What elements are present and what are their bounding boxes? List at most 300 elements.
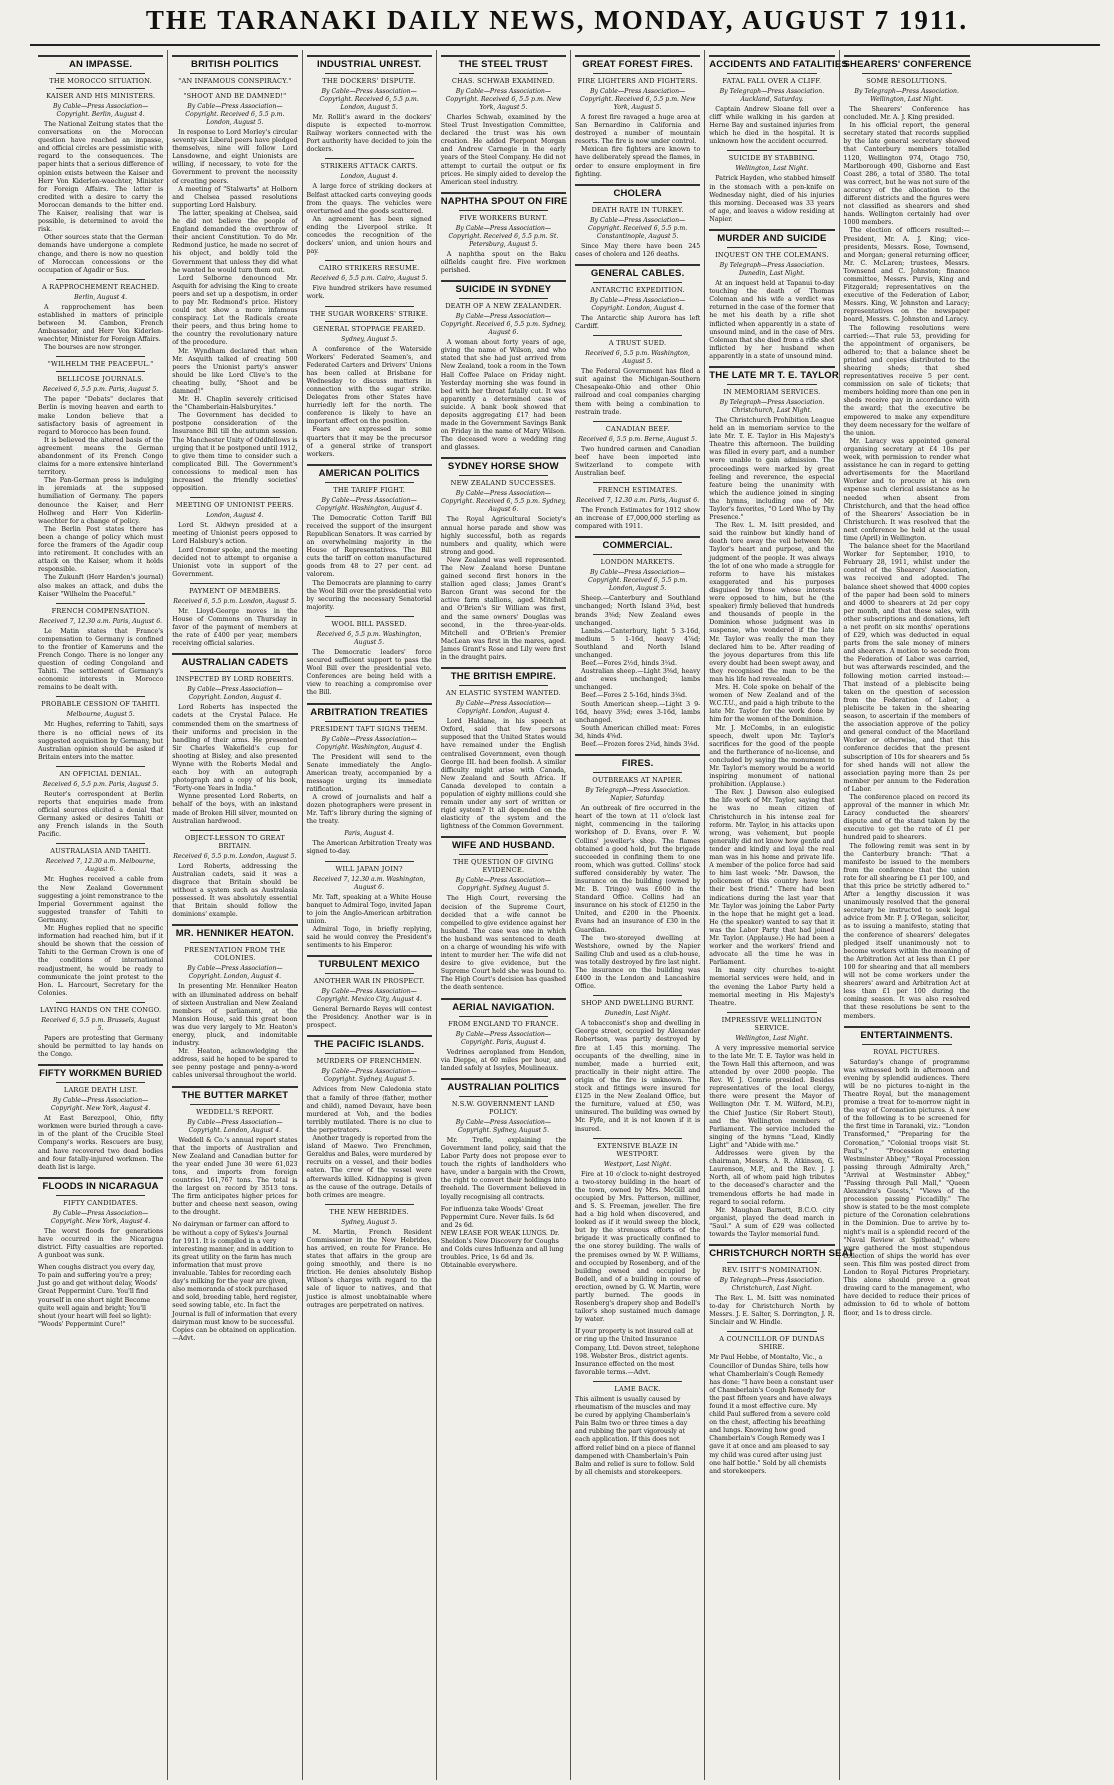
article xyxy=(307,260,432,301)
article xyxy=(575,536,700,749)
paragraph: Lord Haldane, in his speech at Oxford, said that few persons supposed that the United States would have remained under the English centralised Government, even though George III. had been foolish. A similar difficulty might arise with Canada, New Zealand and South Africa. If Canada developed to contain a population of eighty millions could she remain under any sort of written or rigid system? It all depended on the elasticity of the system and the lightness of the Common Government. xyxy=(440,718,566,831)
paragraph: South American sheep.—Light 3 9-16d, heavy 3⅜d; ewes 3-16d, lambs unchanged. xyxy=(575,700,701,724)
article xyxy=(575,754,700,991)
paragraph: The following remit was sent in by the Canterbury branch: "That a manifesto be issued to the members from the conference that the union rate for all shearing be £1 per 100, and that this price be strictly adhered to." After a lengthy discussion it was unanimously resolved that the general secretary be instructed to seek legal advice from Mr. P. J. O'Regan, solicitor, as to issuing a manifesto, stating that the conference of shearers' delegates pledged itself unanimously not to become workers within the meaning of the Arbitration Act at less than £1 per 100 for shearing and that all members will not be come workers under the shearers' award and Arbitration Act at less than £1 per 100 during the coming season. It was also resolved that these resolutions be sent to the members. xyxy=(843,842,970,1020)
article xyxy=(441,55,566,187)
article xyxy=(172,583,297,648)
paragraph: In his official report, the general secretary stated that records supplied by the late general secretary showed that Canterbury members totalled 1120, Wellington 974, Otago 750, Marlborough 490, Gisborne and East Coast 286, a total of 3580. The total was correct, but he was not sure of the accuracy of the allocation to the different districts and the figures were not classified as shearers and shed hands. Wellington certainly had over 1000 members. xyxy=(843,122,970,227)
article-heading: COMMERCIAL. xyxy=(602,540,673,552)
article-heading: MURDER AND SUICIDE xyxy=(717,233,827,245)
paragraph: Fire at 10 o'clock to-night destroyed a two-storey building in the heart of the town, owned by Mrs. McGill and occupied by Mrs. Patterson, milliner, and S. S. Freeman, jeweller. The fire had a big hold when discovered, and looked as if it would sweep the block, but by the strenuous efforts of the brigade it was practically confined to the one storey building. The walls of the premises owned by W. P. Williams, and occupied by Rosenberg, and of the building owned and occupied by Bodell, and of a building in course of erection, owned by G. W. Martin, were partly burned. The goods in Rosenberg's drapery shop and Bodell's tailor's shop sustained much damage by water. xyxy=(575,1170,701,1324)
paragraph: The Democrats are planning to carry the Wool Bill over the presidential veto by securing the necessary Senatorial majority. xyxy=(306,579,432,611)
paragraph: Mr. Laracy was appointed general organising secretary at £4 10s per week, with permission to render what assistance he can in regard to getting advertisements for the Maoriland Worker and to procure at his own expense such clerical assistance as he needed when absent from Christchurch, and that the head office of the Shearers' Association be in Christchurch. It was resolved that the next conference be held at the usual time (April) in Wellington. xyxy=(843,437,970,542)
subhead-rule xyxy=(459,685,548,686)
paragraph: Lord St. Aldwyn presided at a meeting of Unionist peers opposed to Lord Halsbury's action. xyxy=(172,522,298,546)
article xyxy=(709,366,839,1008)
paragraph: Vedrines aeroplaned from Hendon, via Dieppe, at 60 miles per hour, and landed safely at Issyles, Moulineaux. xyxy=(440,1048,566,1072)
paragraph: Patrick Hayden, who stabbed himself in the stomach with a pen-knife on Wednesday night, died of his injuries this morning. Deceased was 33 years of age, and leaves a widow residing at Napier. xyxy=(709,175,835,223)
subhead-rule xyxy=(727,150,816,151)
article-subheading: CANADIAN BEEF. xyxy=(605,424,670,433)
article-subheading: INSPECTED BY LORD ROBERTS. xyxy=(175,675,294,684)
paragraph: An agreement has been signed ending the Liverpool strike. It concedes the recognition of the dockers' union, and union hours and pay. xyxy=(306,215,432,256)
dateline: By Cable—Press Association—Copyright. London, August 4. xyxy=(187,1118,283,1134)
dateline: By Telegraph—Press Association. Christchurch, Last Night. xyxy=(719,1277,825,1293)
subhead-rule xyxy=(325,1053,414,1054)
paragraph: Le Matin states that France's compensation to Germany is confined to the frontier of Kameruns and the French Congo. There is no longer any question of ceding Congoland and Tahiti. The settlement of Germany's economic interests in Morocco remains to be dealt with. xyxy=(38,627,164,692)
article-subheading: FROM ENGLAND TO FRANCE. xyxy=(448,1019,559,1028)
paragraph: The Shearers' Conference has concluded. Mr. A. J. King presided. xyxy=(843,106,970,122)
paragraph: A crowd of journalists and half a dozen photographers were present in Mr. Taft's library during the signing of the treaty. xyxy=(306,793,432,826)
paragraph: The American Arbitration Treaty was signed to-day. xyxy=(306,840,432,856)
dateline: Dunedin, Last Night. xyxy=(604,1010,671,1018)
subhead-rule xyxy=(727,384,816,385)
paragraph: A meeting of "Stalwarts" at Holborn and Chelsea passed resolutions supporting Lord Halsbury. xyxy=(172,185,298,209)
subhead-rule xyxy=(190,73,279,74)
paragraph: The President will send to the Senate immediately the Anglo-American treaty, accompanied by a message urging its immediate ratification. xyxy=(306,753,432,793)
dateline: By Cable—Press Association—Copyright. Received 6, 5.5 p.m. Constantinople, August 5. xyxy=(588,216,688,240)
paragraph: Weddell & Co.'s annual report states that the imports of Australian and New Zealand and Canadian butter for the year ended June 30 were 61,023 tons, and imports from foreign countries 161,767 tons. The total is the largest on record by 3513 tons. The firm anticipates higher prices for butter and cheese next season, owing to the drought. xyxy=(172,1136,298,1217)
article-subheading: OUTBREAKS AT NAPIER. xyxy=(592,776,683,785)
subhead-rule xyxy=(727,1262,816,1263)
paragraph: Other sources state that the German demands have undergone a complete change, and there is now no question of Moroccan concessions or the occupation of Agadir or Sus. xyxy=(38,234,164,274)
paragraph: Mr. Taft, speaking at a White House banquet to Admiral Togo, invited Japan to join the Anglo-American arbitration union. xyxy=(306,893,432,925)
article-heading: ENTERTAINMENTS. xyxy=(860,1029,953,1041)
paragraph: Mr. Hughes, referring to Tahiti, says there is no official news of its suggested acquisition by Germany, but Australian opinion should be asked if Britain enters into the matter. xyxy=(38,721,164,761)
paragraph: Five hundred strikers have resumed work. xyxy=(306,285,432,301)
paragraph: Mr. Trefle, explaining the Government land policy, said that the Labor Party does not propose ever to touch the rights of landholders who have, under a bargain with the Crown, the right to convert their holdings into freehold. The Government believed in loyally recognising all contracts. xyxy=(440,1136,566,1201)
subhead-rule xyxy=(325,306,414,307)
paragraph: The Rev. J. Dawson also eulogised the life work of Mr. Taylor, saying that he was no mean citizen of Christchurch in his intense zeal for reform. Mr. Taylor, in his attacks upon wrong, was vehement, but people generally did not know how gentle and tender and kindly and loyal the real man was in his home and private life. A member of the police force had said to him last week: "Mr. Dawson, the policemen of this country have lost their best friend." There had been indications during the last year that Mr. Taylor was joining the Labor Party in the hope that he might get a lead. He (the speaker) wanted to say that it was the Labor Party that had joined Mr. Taylor. (Applause.) He had been a worker and the workers' friend and advocate all the time he was in Parliament. xyxy=(709,789,835,967)
dateline: London, August 4. xyxy=(206,512,264,520)
dateline: By Cable—Press Association—Copyright. Received 6, 5.5 p.m. London, August 5. xyxy=(588,569,688,593)
heading-rule xyxy=(38,55,163,57)
subhead-rule xyxy=(56,766,145,767)
dateline: By Cable—Press Association—Copyright. London, August 4. xyxy=(589,296,686,312)
paragraph: The election of officers resulted:—President, Mr. A. J. King; vice-presidents, Messrs. Rose, Townsend, and Morgan; general returning officer, Mr. C. McLaren; trustees, Messrs. Townsend and C. Johnston; finance committee, Messrs. Purvis, King and Fitzgerald; representatives on the executive of the Federation of Labor, Messrs. King, W. Johnston and Laracy; representatives on the newspaper board, Messrs. C. Johnston and Laracy. xyxy=(843,227,970,324)
article xyxy=(307,1204,432,1310)
subhead-rule xyxy=(56,356,145,357)
paragraph: A conference of the Waterside Workers' Federated Seamen's, and Federated Carters and Drivers' Unions has been called at Brisbane for Wednesday to discuss matters in connection with the sugar strike. Delegates from other States have hurriedly left for the north. The conference is likely to have an important effect on the position. xyxy=(306,345,432,426)
paragraph: Mr. Hughes replied that no specific information had reached him, but if it should be shown that the cession of Tahiti to the German Crown is one of the conditions of international readjustment, he would be ready to communicate the joint protest to the Hon. L. Harcourt, Secretary for the Colonies. xyxy=(38,925,164,997)
paragraph: The Rev. L. M. Isitt presided, and said the rainbow but kindly hand of death tore away the veil between Mr. Taylor's heart and purpose, and the judgment of the people. It was always the lot of one who made a struggle for reform to have his mistakes exaggerated and his purposes disguised by those whose interests were opposed to him, but he (the speaker) firmly believed that hundreds and thousands of people in the Dominion whose judgment was in suspense, who wondered if the late Mr. Taylor was really the man they declared him to be. After reading of the joyous departures from this life every doubt had been swept away, and they recognised the man to be the man his life had revealed. xyxy=(709,522,835,683)
advertisement xyxy=(38,1264,163,1329)
paragraph: Wynne presented Lord Roberts, on behalf of the boys, with an inkstand made of Broken Hill silver, mounted on Australian hardwood. xyxy=(172,793,298,825)
article-heading: THE LATE MR T. E. TAYLOR xyxy=(709,369,839,381)
article xyxy=(709,1244,855,1327)
paragraph: A woman about forty years of age, giving the name of Wilson, and who stated that she had just arrived from New Zealand, took a room in the Town Hall Coffee Palace on Friday night. Yesterday morning she was found in bed with her throat fatally cut. It was apparently a determined case of suicide. A bank book showed that deposits aggregating £17 had been made in the Government Savings Bank on Friday in the name of Mary Wilson. The deceased wore a wedding ring and glasses. xyxy=(440,339,566,452)
article-subheading: AN OFFICIAL DENIAL. xyxy=(59,769,142,778)
masthead xyxy=(0,0,1114,44)
news-column xyxy=(168,50,302,1780)
article-subheading: FIFTY CANDIDATES. xyxy=(63,1198,138,1207)
article-subheading: KAISER AND HIS MINISTERS. xyxy=(46,92,156,100)
article-heading: SHEARERS' CONFERENCE xyxy=(843,59,972,70)
article xyxy=(709,229,834,361)
article-subheading: ANTARCTIC EXPEDITION. xyxy=(590,285,685,294)
article xyxy=(307,861,432,951)
heading-rule xyxy=(441,280,566,282)
paragraph: Lord Roberts, addressing the Australian cadets, said it was a disgrace that Britain should be without a system such as Australasia possessed. It was absolutely essential that Britain should follow the dominions' example. xyxy=(172,862,298,919)
paragraph: The Christchurch Prohibition League held an in memoriam service to the late Mr. T. E. Taylor in His Majesty's Theatre this afternoon. The building was filled in every part, and a number were unable to gain admission. The proceedings were marked by great feeling and reverence, the especial feature being the unanimity with which the audience joined in singing the hymns, including one of Mr. Taylor's favorites, "O Lord Who by Thy Presence." xyxy=(709,416,835,522)
news-column xyxy=(303,50,437,1780)
article-subheading: DEATH OF A NEW ZEALANDER. xyxy=(445,302,562,311)
subhead-rule xyxy=(190,830,279,831)
dateline: By Cable—Press Association—Copyright. Received 6, 5.5 p.m. St. Petersburg, August 5. xyxy=(448,224,559,248)
dateline: Received 6, 5.5 p.m. Paris, August 5. xyxy=(42,780,159,788)
article-subheading: ANOTHER WAR IN PROSPECT. xyxy=(313,977,425,986)
subhead-rule xyxy=(593,1381,682,1382)
subhead-rule xyxy=(325,1204,414,1205)
paragraph: The worst floods for generations have occurred in the Nicaragua district. Fifty casualties are reported. A gunboat was sunk. xyxy=(38,1227,164,1260)
paragraph: The bourses are now stronger. xyxy=(44,344,142,352)
dateline: By Cable—Press Association—Copyright. Washington, August 4. xyxy=(316,735,423,751)
article-subheading: DEATH RATE IN TURKEY. xyxy=(591,205,684,214)
heading-rule xyxy=(575,536,700,538)
article xyxy=(575,55,700,179)
subhead-rule xyxy=(593,282,682,283)
advertisement xyxy=(709,1331,834,1475)
article-subheading: THE DOCKERS' DISPUTE. xyxy=(322,77,416,85)
article xyxy=(844,1026,970,1318)
article xyxy=(844,55,970,1021)
paragraph: When coughs distract you every day, To pain and suffering you're a prey; Just go and get without delay, Woods' Great Peppermint Cure. You'll find yourself in one short night Become quite well again and bright; You'll shout (your heart will feel so light): "Woods' Peppermint Cure!" xyxy=(38,1264,158,1328)
paragraph: Since May there have been 245 cases of cholera and 126 deaths. xyxy=(575,242,701,258)
article-subheading: THE SUGAR WORKERS' STRIKE. xyxy=(310,309,429,318)
article-subheading: THE TARIFF FIGHT. xyxy=(333,485,406,494)
subhead-rule xyxy=(325,321,414,322)
dateline: By Cable—Press Association—Copyright. Received 6, 5.5 p.m. New York, August 5. xyxy=(579,88,696,111)
article-subheading: CAIRO STRIKERS RESUME. xyxy=(318,264,420,273)
heading-rule xyxy=(441,55,566,57)
dateline: By Cable—Press Association—Copyright. Mexico City, August 4. xyxy=(316,988,422,1004)
paragraph: The latter, speaking at Chelsea, said he did not believe the people of England demanded the overthrow of their ancient Constitution. To do Mr. Redmond justice, he made no secret of his object, and boldly told the Government that unless they did what he wanted he would turn them out. xyxy=(172,209,298,274)
paragraph: The French Estimates for 1912 show an increase of £7,000,000 sterling as compared with 1911. xyxy=(575,507,701,531)
subhead-rule xyxy=(459,854,548,855)
paragraph: Mr. Lloyd-George moves in the House of Commons on Thursday in favor of the payment of members at the rate of £400 per year, members receiving official salaries. xyxy=(172,607,298,648)
article xyxy=(709,55,848,146)
paragraph: Advices from New Caledonia state that a family of three (father, mother and child), named Devaux, have been murdered at Voh, and the bodies terribly mutilated. There is no clue to the perpetrators. xyxy=(306,1086,432,1134)
article xyxy=(575,995,700,1133)
heading-rule xyxy=(441,836,566,838)
dateline: By Cable—Press Association—Copyright. Received 6, 5.5 p.m. Sydney, August 6. xyxy=(440,313,566,337)
article-heading: AERIAL NAVIGATION. xyxy=(452,1001,555,1013)
article-subheading: "WILHELM THE PEACEFUL." xyxy=(47,360,154,369)
dateline: Wellington, Last Night. xyxy=(735,165,809,173)
subhead-rule xyxy=(727,73,816,74)
article xyxy=(441,280,566,452)
subhead-rule xyxy=(325,482,414,483)
article-subheading: AN ELASTIC SYSTEM WANTED. xyxy=(445,689,561,698)
subhead-rule xyxy=(459,1016,548,1017)
subhead-rule xyxy=(862,73,952,74)
heading-rule xyxy=(575,55,700,57)
news-column xyxy=(705,50,855,1780)
article-subheading: SHOP AND DWELLING BURNT. xyxy=(581,999,695,1008)
article-heading: THE STEEL TRUST xyxy=(458,59,549,70)
subhead-rule xyxy=(56,603,145,604)
subhead-rule xyxy=(325,861,414,862)
article xyxy=(38,356,163,598)
article xyxy=(38,55,163,275)
subhead-rule xyxy=(190,942,279,943)
article-subheading: FIVE WORKERS BURNT. xyxy=(459,213,548,222)
paragraph: New Zealand was well represented. The New Zealand horse Duntane gained second first honors in the stallion aged class; James Grant's Barcon Grant was second for the active farm stallions, aged. Mitchell and O'Brien's Sir William was first, and the same owners' Douglas was second, in the three-year-olds. Mitchell and O'Brien's Premier MacLean was first in the mares, aged. James Grant's Rose and Lily were first in the draught pairs. xyxy=(440,556,566,662)
paragraph: This ailment is usually caused by rheumatism of the muscles and may be cured by applying Chamberlain's Pain Balm two or three times a day and rubbing the part vigorously at each application. If this does not afford relief bind on a piece of flannel dampened with Chamberlain's Pain Balm and relief is sure to follow. Sold by all chemists and storekeepers. xyxy=(575,1395,696,1476)
paragraph: The Democratic leaders' force secured sufficient support to pass the Wool Bill over the presidential veto. Conferences are being held with a view to reaching a compromise over the Bill. xyxy=(306,648,432,697)
article-subheading: IMPRESSIVE WELLINGTON SERVICE. xyxy=(721,1015,823,1032)
dateline: By Cable—Press Association—Copyright. Received 6, 5.5 p.m. Sydney, August 6. xyxy=(440,490,566,514)
dateline: Sydney, August 5. xyxy=(341,335,398,343)
article-subheading: MURDERS OF FRENCHMEN. xyxy=(316,1057,422,1066)
heading-rule xyxy=(709,366,834,368)
article xyxy=(575,1138,700,1325)
article-subheading: LAYING HANDS ON THE CONGO. xyxy=(39,1005,162,1014)
dateline: By Telegraph—Press Association. Napier, Saturday. xyxy=(585,787,690,803)
heading-rule xyxy=(172,924,297,926)
article xyxy=(307,955,432,1030)
dateline: By Cable—Press Association—Copyright. Berlin, August 4. xyxy=(52,103,149,118)
paragraph: Australian sheep.—Light 3⅝d, heavy and ewes unchanged; lambs unchanged. xyxy=(575,668,701,692)
news-column xyxy=(571,50,705,1780)
heading-rule xyxy=(172,1086,297,1088)
subhead-rule xyxy=(593,772,682,773)
dateline: Received 6, 5.5 p.m. Cairo, August 5. xyxy=(310,275,428,283)
article xyxy=(307,306,432,459)
article-heading: SYDNEY HORSE SHOW xyxy=(447,461,559,473)
columns xyxy=(34,50,1108,1780)
paragraph: A tobacconist's shop and dwelling in George street, occupied by Alexander Robertson, was partly destroyed by fire at 1.45 this morning. The occupants of the dwelling, nine in number, made a hurried exit, practically in their night attire. The origin of the fire is unknown. The stock and fittings were insured for £125 in the New Zealand Office, but the furniture, valued at £50, was uninsured. The building was owned by Mr. Fyfe, and it is not known if it is insured. xyxy=(575,1020,701,1133)
dateline: By Cable—Press Association—Copyright. Paris, August 4. xyxy=(455,1030,552,1046)
paragraph: Admiral Togo, in briefly replying, said he would convey the President's sentiments to his Emperor. xyxy=(306,925,432,950)
article-heading: FLOODS IN NICARAGUA xyxy=(42,1180,159,1192)
dateline: Received 6, 5.5 p.m. Washington, August 5. xyxy=(316,630,422,646)
paragraph: In many city churches to-night memorial services were held, and in the evening the Labor Party held a memorial meeting in His Majesty's Theatre. xyxy=(709,967,835,1007)
paragraph: Saturday's change of programme was witnessed both in afternoon and evening by splendid audiences. There will be no pictures to-night in the Theatre Royal, but the management promise a treat for to-morrow night in the way of Coronation pictures. A new of the following is to be screened for the first time in Taranaki, viz.: "London Transformed," "Preparing for the Coronation," "Colonial troops visit St. Paul's," "Procession entering Westminster Abbey," "Royal Procession passing through Admiralty Arch," "Arrival at Westminster Abbey," "Passing through Pall Mall," "Queen Alexandra's Guests," "Views of the procession passing Piccadilly." The show is stated to be the most complete picture of the Coronation celebrations in the Dominion. Due to arrive by to-night's mail is a splendid record of the "Naval Review at Spithead," where were gathered the most stupendous collection of ships the world has ever seen. This film was posted direct from London to Royal Pictures Proprietary. This alone should prove a great drawing card to the management, who have decided to reduce their prices of admission to 6d to whole of bottom floor, and 1s to dress circle. xyxy=(843,1058,970,1317)
article-heading: FIRES. xyxy=(621,758,654,770)
article xyxy=(307,55,432,154)
subhead-rule xyxy=(593,1138,682,1139)
paragraph: Lord Cromer spoke, and the meeting decided not to attempt to organise a Unionist vote in support of the Government. xyxy=(172,546,298,578)
paragraph: The Government has decided to postpone consideration of the Insurance Bill till the autumn session. The Manchester Unity of Oddfellows is urging that it be postponed until 1912, to give them time to consider such a complicated Bill. The Government's concessions to medical men has increased the friendly societies' opposition. xyxy=(172,412,298,493)
paragraph: The National Zeitung states that the conversations on the Moroccan question have reached an impasse, and official circles are pessimistic with regard to the consequences. The paper hints that a serious difference of opinion exists between the Kaiser and Herr Von Kiderlen-waechter, Minister for Foreign Affairs. The latter is credited with a desire to carry the Moroccan demands to the bitter end. The Kaiser, realising that war is possible, is determined to avoid the risk. xyxy=(38,121,164,234)
heading-rule xyxy=(307,464,432,466)
article xyxy=(307,464,432,612)
dateline: By Cable—Press Association—Copyright. Sydney, August 5. xyxy=(455,1118,552,1134)
paragraph: No dairyman or farmer can afford to be without a copy of Sykes's Journal for 1911. It is compiled in a very interesting manner, and in addition to its great utility on the farm has much information that must prove invaluable. Tables for recording each day's milking for the year are given, also memoranda of stock purchased and sold, breeding table, herd register, seed sowing table, etc. In fact the Journal is full of information that every dairyman must know to be successful. Copies can be obtained on application.—Advt. xyxy=(172,1221,298,1342)
paragraph: The Rev. L. M. Isitt was nominated to-day for Christchurch North by Messrs. J. E. Salter, S. Dorrington, J. R. Sinclair and W. Hindle. xyxy=(709,1295,835,1327)
paragraph: A rapprochement has been established in matters of principle between M. Cambon, French Ambassador, and Herr Von Kiderlen-waechter, Minister for Foreign Affairs. xyxy=(38,303,164,344)
dateline: Received 7, 12.30 a.m. Paris, August 6. xyxy=(39,617,163,625)
heading-rule xyxy=(172,55,297,57)
article-subheading: PAYMENT OF MEMBERS. xyxy=(189,586,281,595)
heading-rule xyxy=(575,184,700,186)
subhead-rule xyxy=(190,671,279,672)
article xyxy=(38,696,163,761)
subhead-rule xyxy=(325,973,414,974)
masthead-title: THE TARANAKI DAILY NEWS, MONDAY, AUGUST 7 1911. xyxy=(145,5,969,35)
article-heading: TURBULENT MEXICO xyxy=(318,959,420,971)
article-subheading: FRENCH ESTIMATES. xyxy=(597,486,678,495)
paragraph: A naphtha spout on the Baku oilfields caught fire. Five workmen perished. xyxy=(440,250,566,275)
dateline: Received 6, 5.5 p.m. Washington, August 5. xyxy=(585,350,690,366)
paragraph: For influenza take Woods' Great Peppermint Cure. Never fails. Is 6d and 2s 6d. xyxy=(440,1205,555,1229)
paragraph: At East Berezpool, Ohio, fifty workmen were buried through a cave-in of the plant of the Crucible Steel Company's works. Rescuers are busy, and have recovered two dead bodies and four fatally-injured workmen. The death list is large. xyxy=(38,1115,164,1171)
article-subheading: MEETING OF UNIONIST PEERS. xyxy=(175,501,294,510)
article-subheading: THE MOROCCO SITUATION. xyxy=(49,77,152,85)
dateline: Received 6, 5.5 p.m. London, August 5. xyxy=(173,597,297,605)
article-subheading: PRESIDENT TAFT SIGNS THEM. xyxy=(310,724,428,733)
news-column xyxy=(437,50,571,1780)
paragraph: It is believed the altered basis of the agreement means the German abandonment of its French Congo claims for a more extensive hinterland territory. xyxy=(38,436,164,477)
article xyxy=(441,1078,566,1202)
masthead-rule xyxy=(30,44,1100,46)
subhead-rule xyxy=(190,1104,279,1105)
paragraph: Mr. Heaton, acknowledging the address, said he hoped to be spared to see penny postage and penny-a-word cables universal throughout the world. xyxy=(172,1048,298,1080)
paragraph: A very impressive memorial service to the late Mr. T. E. Taylor was held in the Town Hall this afternoon, and was attended by over 2000 people. The Rev. W. J. Comrie presided. Besides representatives of the local clergy, there were present the Mayor of Wellington (Mr. T. M. Wilford, M.P.), the Chief Justice (Sir Robert Stout), and the Wellington members of Parliament. The service included the singing of the hymns "Lead, Kindly Light" and "Abide with me." xyxy=(709,1044,835,1149)
article-subheading: SUICIDE BY STABBING. xyxy=(728,154,815,163)
article-subheading: SOME RESOLUTIONS. xyxy=(866,77,948,85)
dateline: By Telegraph—Press Association. Wellington, Last Night. xyxy=(854,88,959,103)
heading-rule xyxy=(709,55,834,57)
paragraph: Lord Selborne denounced Mr. Asquith for advising the King to create peers and set up a despotism, in order to pay Mr. Redmond's price. History could not show a more infamous conspiracy. Let the Radicals create their peers, and thus bring home to the country the revolutionary nature of the procedure. xyxy=(172,274,298,347)
heading-rule xyxy=(709,1244,834,1246)
paragraph: Beef.—Frozen fores 2¼d, hinds 3⅛d. xyxy=(581,741,700,749)
article-subheading: NEW ZEALAND SUCCESSES. xyxy=(450,479,557,488)
article-heading: THE PACIFIC ISLANDS. xyxy=(314,1039,425,1051)
dateline: By Telegraph—Press Association. Christchurch, Last Night. xyxy=(719,398,825,414)
paragraph: The Federal Government has filed a suit against the Michigan-Southern Chesapeake-Ohio and other Ohio railroad and coal companies charging them with being a combination to restrain trade. xyxy=(575,368,701,416)
article xyxy=(38,603,163,693)
article xyxy=(441,457,566,662)
article xyxy=(172,653,297,825)
paragraph: The balance sheet for the Maoriland Worker for September, 1910, to February 28, 1911, whilst under the control of the Shearers' Association, was received and adopted. The balance sheet showed that 4000 copies of the paper had been sold to miners and 4000 to shearers at 2d per copy per month, and that these sales, with other subscriptions and donations, left a net profit on six months' operations of £29, which was deducted in equal parts from the sale money of miners and shearers. A motion to secede from the Federation of Labor was carried, but was afterwards rescinded, and the following motion carried instead:—That instead of a plebiscite being taken on the question of secession from the Federation of Labor, a plebiscite be taken in the shearing season, to ascertain if the members of the association approve of the policy and general conduct of the Maoriland Worker or otherwise, and that this conference decides that the present subscription of 10s for shearers and 5s for shed hands will not allow the association paying more than 2s per member per annum to the Federation of Labor. xyxy=(843,543,970,793)
paragraph: Mr. Maughan Barnett, B.C.O. city organist, played the dead march in "Saul." A sum of £29 was collected towards the Taylor memorial fund. xyxy=(709,1206,835,1238)
article xyxy=(307,158,432,256)
subhead-rule xyxy=(56,1082,145,1083)
heading-rule xyxy=(844,55,970,57)
advertisement xyxy=(575,1328,700,1377)
dateline: By Telegraph—Press Association. Auckland, Saturday. xyxy=(719,88,825,103)
dateline: By Cable—Press Association—Copyright. Sydney, August 5. xyxy=(321,1068,417,1084)
dateline: Received 6, 5.5 p.m. Paris, August 5. xyxy=(42,386,159,394)
heading-rule xyxy=(575,754,700,756)
paragraph: The Democratic Cotton Tariff Bill received the support of the insurgent Republican Senators. It was carried by an overwhelming majority in the House of Representatives. The Bill cuts the tariff on cotton manufactured goods from 48 to 27 per cent. ad valorem. xyxy=(306,514,432,579)
heading-rule xyxy=(441,998,566,1000)
heading-rule xyxy=(172,653,297,655)
article xyxy=(38,1002,163,1059)
article-subheading: INQUEST ON THE COLEMANS. xyxy=(715,251,829,260)
subhead-rule xyxy=(190,88,279,89)
subhead-rule xyxy=(325,73,414,74)
heading-rule xyxy=(307,703,432,705)
subhead-rule xyxy=(325,721,414,722)
paragraph: Mr. Hughes received a cable from the New Zealand Government suggesting a joint remonstrance to the Imperial Government against the suggested transfer of Tahiti to Germany. xyxy=(38,876,164,924)
paragraph: The Pan-German press is indulging in jeremiads at the supposed humiliation of Germany. The papers denounce the Kaiser, and Herr Hollweg and Herr Von Kiderlin-waechter for a change of policy. xyxy=(38,477,164,525)
subhead-rule xyxy=(727,1012,816,1013)
article-subheading: WOOL BILL PASSED. xyxy=(331,619,407,628)
heading-rule xyxy=(844,1026,970,1028)
dateline: Received 6, 5.5 p.m. Brussels, August 5. xyxy=(41,1016,160,1032)
advertisement xyxy=(172,1221,297,1342)
article-subheading: "SHOOT AND BE DAMNED!" xyxy=(183,92,287,100)
article-heading: AMERICAN POLITICS xyxy=(318,467,420,479)
paragraph: Addresses were given by the chairman, Messrs. A. R. Atkinson, G. Laurenson, M.P., and the Rev. J. J. North, all of whom paid high tributes to the deceased's character and the tremendous efforts he had made in regard to social reform. xyxy=(709,1150,835,1206)
article xyxy=(38,766,163,840)
paragraph: Mrs. H. Cole spoke on behalf of the women of New Zealand and of the W.C.T.U., and paid a high tribute to the late Mr. Taylor for the work done by him for the women of the Dominion. xyxy=(709,684,835,724)
article-subheading: OBJECT-LESSON TO GREAT BRITAIN. xyxy=(184,833,285,850)
subhead-rule xyxy=(459,210,548,211)
paragraph: Beef.—Fores 2½d, hinds 3¼d. xyxy=(581,660,677,668)
article-subheading: FIRE LIGHTERS AND FIGHTERS. xyxy=(577,77,698,85)
paragraph: Charles Schwab, examined by the Steel Trust Investigation Committee, declared the trust was his own creation. He added Pierpont Morgan and Andrew Carnegie in the early years of the Steel Company. He did not attempt to curtail the output or fix prices. He simply aided to develop the American steel industry. xyxy=(440,114,566,186)
dateline: Received 7, 12.30 a.m. Paris, August 6. xyxy=(576,497,700,505)
advertisement xyxy=(441,1206,566,1271)
paragraph: Mr. J. McCombs, in an eulogistic speech, dwelt upon Mr. Taylor's sacrifices for the good of the people and the furtherance of no-license, and concluded by saying the monument to Mr. Taylor's memory would be a world inspiring monument of national prohibition. (Applause.) xyxy=(709,724,835,789)
subhead-rule xyxy=(56,371,145,372)
article-subheading: N.S.W. GOVERNMENT LAND POLICY. xyxy=(451,1099,555,1116)
news-column xyxy=(34,50,168,1780)
paragraph: In response to Lord Morley's circular seventy-six Liberal peers have pledged themselves, nine will follow Lord Lansdowne, and eight Unionists are willing, if necessary, to vote for the Government to prevent the necessity of creating peers. xyxy=(172,129,298,185)
paragraph: The following resolutions were carried:—That rule 53, providing for the appointment of organisers, be adhered to; that a balance sheet be printed and copies distributed to the shearing sheds; that shed representatives receive 5 per cent. commission on sale of tickets; that members holding more than one pen in sheds receive pay in accordance with the award; that the executive be empowered to make any expenditure they deem necessary for the welfare of the union. xyxy=(843,324,970,437)
article xyxy=(38,1064,163,1172)
article xyxy=(709,1012,834,1239)
article-subheading: ROYAL PICTURES. xyxy=(873,1047,940,1056)
article xyxy=(441,998,566,1073)
heading-rule xyxy=(38,1064,163,1066)
article-subheading: A COUNCILLOR OF DUNDAS SHIRE. xyxy=(719,1335,825,1352)
paragraph: At an inquest held at Tapanui to-day touching the death of Thomas Coleman and his wife a verdict was returned in the case of the former that he met his death by a rifle shot inflicted when apparently in a state of unsound mind, and in the case of Mrs. Coleman that she died from a rifle shot inflicted by her husband when apparently in a state of unsound mind. xyxy=(709,280,835,360)
heading-rule xyxy=(575,264,700,266)
article xyxy=(172,497,297,579)
article-heading: NAPHTHA SPOUT ON FIRE xyxy=(440,195,568,207)
article-heading: FIFTY WORKMEN BURIED xyxy=(39,1068,163,1080)
article-subheading: CHAS. SCHWAB EXAMINED. xyxy=(451,77,555,85)
dateline: By Cable—Press Association—Copyright. Washington, August 4. xyxy=(316,496,423,512)
paragraph: Mr. Rollit's award in the dockers' dispute is expected to-morrow. Railway workers connected with the Port authority have decided to join the dockers. xyxy=(306,114,432,154)
subhead-rule xyxy=(459,1096,548,1097)
article-subheading: WEDDELL'S REPORT. xyxy=(196,1107,274,1116)
paragraph: Mr. H. Chaplin severely criticised the "Chamberlain-Halsburyites." xyxy=(172,396,298,412)
article-heading: BRITISH POLITICS xyxy=(191,59,279,70)
subhead-rule xyxy=(56,696,145,697)
article-heading: AUSTRALIAN POLITICS xyxy=(447,1081,560,1093)
article-subheading: STRIKERS ATTACK CARTS. xyxy=(320,162,418,171)
paragraph: Mr. Wyndham declared that when Mr. Asquith talked of creating 500 peers the Unionist party's answer should be like Lord Clive's to the cheating bully, "Shoot and be damned!" xyxy=(172,347,298,395)
article xyxy=(441,836,566,992)
heading-rule xyxy=(441,457,566,459)
paragraph: Sheep.—Canterbury and Southland unchanged; North Island 3¾d, best brands 3⅝d; New Zealand ewes unchanged. xyxy=(575,595,701,627)
subhead-rule xyxy=(593,482,682,483)
article-subheading: PROBABLE CESSION OF TAHITI. xyxy=(41,700,161,709)
heading-rule xyxy=(441,192,566,194)
article-heading: AUSTRALIAN CADETS xyxy=(181,657,289,669)
paragraph: The High Court, reversing the decision of the Supreme Court, decided that a wife cannot be compelled to give evidence against her husband. The case was one in which the husband was sentenced to death on a charge of wounding his wife with intent to murder her. The wife did not desire to give evidence, but the Supreme Court held she was bound to. The High Court's decision has quashed the death sentence. xyxy=(440,895,566,992)
paragraph: M. Martin, French Resident Commissioner in the New Hebrides, has arrived, en route for France. He states that affairs in the group are going smoothly, and there is no friction. He denies absolutely Bishop Wilson's charges with regard to the sale of liquor to natives, and that justice is almost unobtainable where outrages are perpetrated on natives. xyxy=(306,1228,432,1309)
paragraph: Lord Roberts has inspected the cadets at the Crystal Palace. He commended them on the smartness of their uniforms and precision in the handling of their arms. He presented Sir Charles Wakefield's cup for shooting at Bisley, and also presented Wynne with the Roberts Medal and each boy with an autograph photograph and a copy of his book, "Forty-one Years in India." xyxy=(172,704,298,793)
article-subheading: BELLICOSE JOURNALS. xyxy=(57,375,144,384)
article xyxy=(307,703,432,827)
article-heading: INDUSTRIAL UNREST. xyxy=(317,59,422,70)
paragraph: Lambs.—Canterbury, light 5 3-16d, medium 5 1-16d, heavy 4⅞d; Southland and North Island unchanged. xyxy=(575,627,701,659)
article xyxy=(307,616,432,698)
subhead-rule xyxy=(56,843,145,844)
article xyxy=(575,264,700,331)
dateline: Received 7, 12.30 a.m. Washington, August 6. xyxy=(312,875,426,891)
article-subheading: FATAL FALL OVER A CLIFF. xyxy=(722,77,822,85)
dateline: By Cable—Press Association—Copyright. New York, August 4. xyxy=(50,1097,151,1113)
subhead-rule xyxy=(593,202,682,203)
dateline: By Cable—Press Association—Copyright. London, August 4. xyxy=(187,686,283,702)
